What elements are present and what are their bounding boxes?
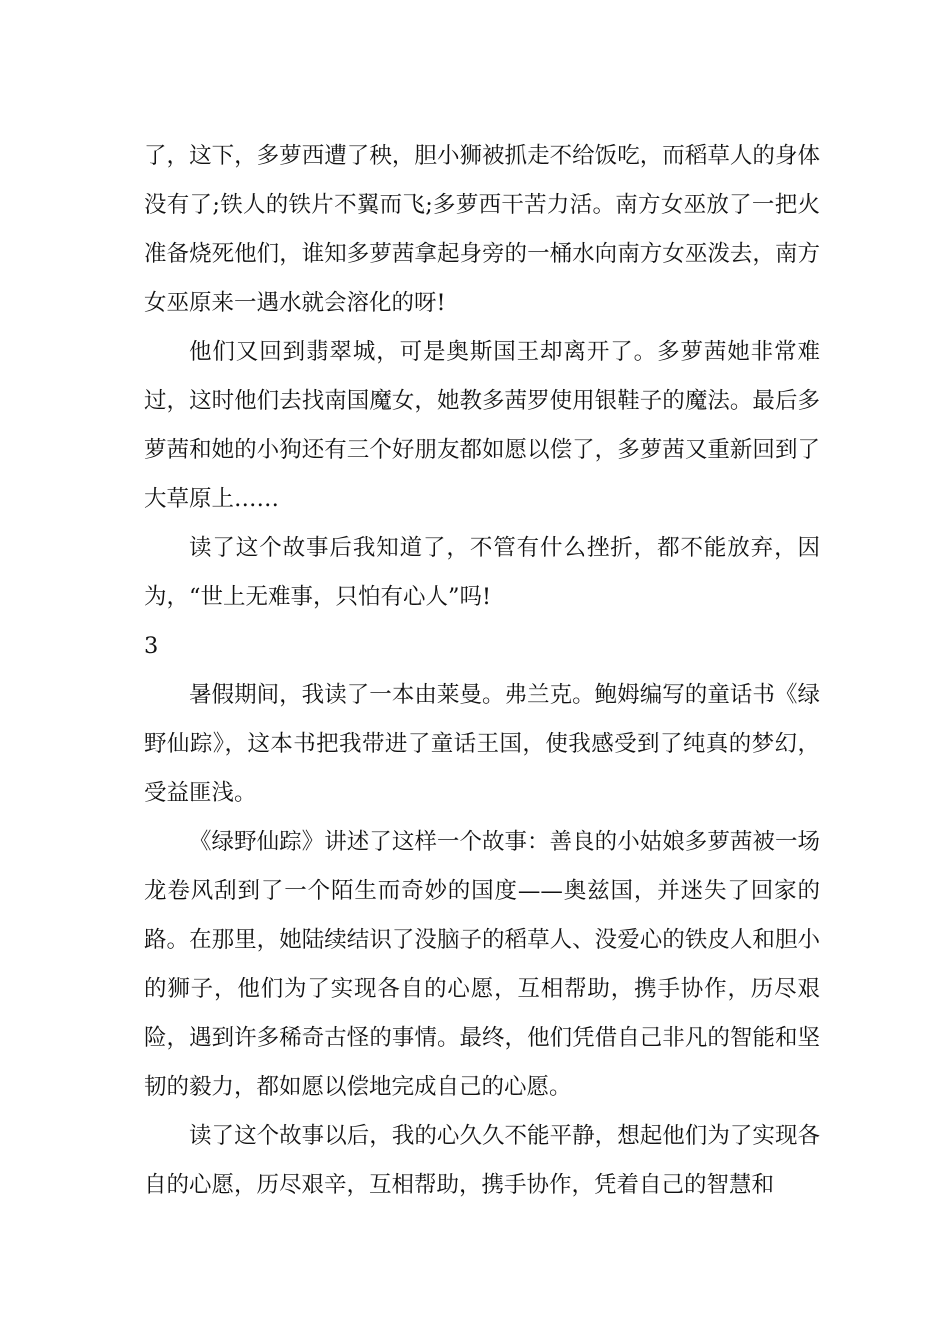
paragraph: 读了这个故事后我知道了，不管有什么挫折，都不能放弃，因为，“世上无难事，只怕有心人”吗! bbox=[144, 535, 820, 610]
document-body bbox=[144, 132, 820, 1210]
section-number: 3 bbox=[144, 633, 159, 659]
paragraph: 了，这下，多萝西遭了秧，胆小狮被抓走不给饭吃，而稻草人的身体没有了;铁人的铁片不翼而飞;多萝西干苦力活。南方女巫放了一把火准备烧死他们，谁知多萝茜拿起身旁的一桶水向南方女巫泼去，南方女巫原来一遇水就会溶化的呀! bbox=[144, 143, 820, 316]
paragraph: 他们又回到翡翠城，可是奥斯国王却离开了。多萝茜她非常难过，这时他们去找南国魔女，她教多茜罗使用银鞋子的魔法。最后多萝茜和她的小狗还有三个好朋友都如愿以偿了，多萝茜又重新回到了大草原上…… bbox=[144, 339, 820, 512]
paragraph: 暑假期间，我读了一本由莱曼。弗兰克。鲍姆编写的童话书《绿野仙踪》，这本书把我带进了童话王国，使我感受到了纯真的梦幻，受益匪浅。 bbox=[144, 682, 820, 806]
paragraph: 读了这个故事以后，我的心久久不能平静，想起他们为了实现各自的心愿，历尽艰辛，互相帮助，携手协作，凭着自己的智慧和 bbox=[144, 1123, 820, 1198]
paragraph: 《绿野仙踪》讲述了这样一个故事：善良的小姑娘多萝茜被一场龙卷风刮到了一个陌生而奇妙的国度——奥兹国，并迷失了回家的路。在那里，她陆续结识了没脑子的稻草人、没爱心的铁皮人和胆小的狮子，他们为了实现各自的心愿，互相帮助，携手协作，历尽艰险，遇到许多稀奇古怪的事情。最终，他们凭借自己非凡的智能和坚韧的毅力，都如愿以偿地完成自己的心愿。 bbox=[144, 829, 820, 1100]
